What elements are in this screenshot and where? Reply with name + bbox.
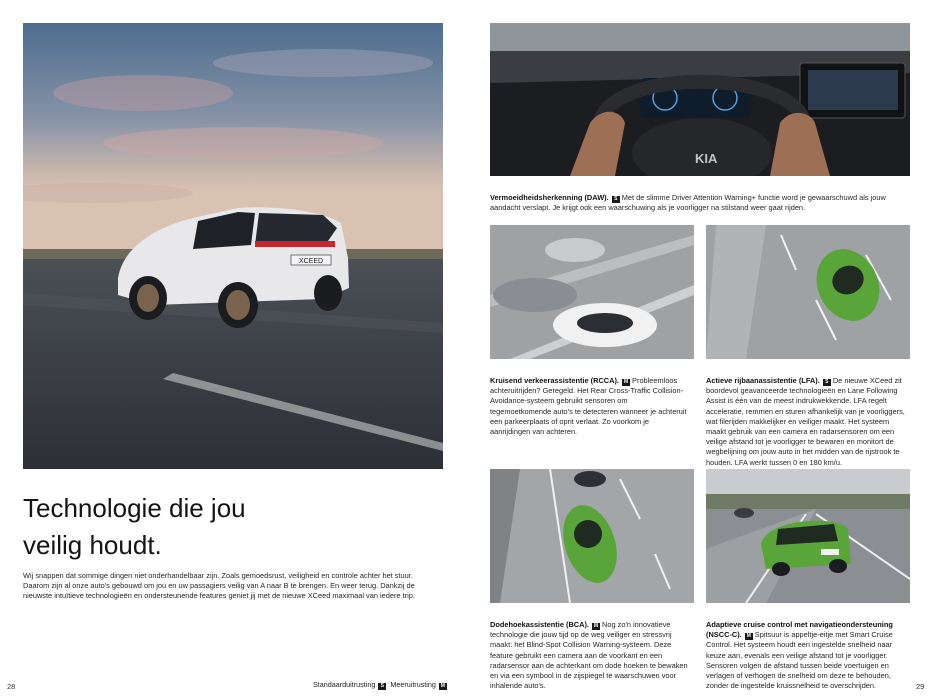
feature-bca — [490, 620, 695, 691]
feature-bca-text: Nog zo'n innovatieve technologie die jouw tijd op de weg veiliger en stressvrij maakt: het Blind-Spot Collision Warning-systeem. Deze feature gebruikt een camera aan de voorkant en een radarsensor aan de achterkant om dode hoeken te bewaken en via een symbool in de zijspiegel te waarschuwen voor inhalende auto's. — [490, 620, 688, 691]
feature-rcca — [490, 376, 687, 437]
headline-line-1: Technologie die jou — [23, 493, 246, 523]
page-number-right: 29 — [916, 682, 925, 691]
feature-rcca-title: Kruisend verkeerassistentie (RCCA). — [490, 376, 619, 385]
photo-highway-lfa — [706, 225, 910, 359]
feature-lfa — [706, 376, 911, 468]
photo-highway-bca — [490, 469, 694, 603]
legend-standard-badge: S — [378, 683, 386, 690]
feature-daw — [490, 193, 910, 213]
feature-nscc-title: Adaptieve cruise control met navigatieondersteuning (NSCC-C). — [706, 620, 893, 640]
page-headline — [23, 490, 443, 564]
feature-rcca-badge: M — [623, 379, 629, 385]
feature-daw-text: Met de slimme Driver Attention Warning+ functie word je gewaarschuwd als jouw aandacht verslapt. Je krijgt ook een waarschuwing als je voorligger na stilstand weer gaat rijden. — [490, 193, 886, 213]
svg-text:KIA: KIA — [695, 151, 718, 166]
feature-lfa-badge: S — [823, 379, 831, 386]
intro-paragraph: Wij snappen dat sommige dingen niet onderhandelbaar zijn. Zoals gemoedsrust, veiligheid en controle achter het stuur. Daarom zijn al onze auto's gebouwd om jou en uw passagiers veilig van A naar B te brengen. En weer terug. Dankzij de nieuwste intuïtieve technologieën en ondersteunende features geniet jij met de nieuwe XCeed maximaal van iedere trip. — [23, 571, 415, 601]
legend-standard-label: Standaarduitrusting — [313, 680, 376, 689]
feature-rcca-text: Probleemloos achteruitrijden? Geregeld. Het Rear Cross-Traffic Collision-Avoidance-systeem gebruikt sensoren om tegemoetkomende auto's te detecteren wanneer je achteruit een parkeerplaats of oprit verlaat. Zo voorkom je aanrijdingen van achteren. — [490, 376, 687, 437]
page-number-left: 28 — [7, 682, 16, 691]
legend-optional-label: Meeruitrusting — [390, 680, 436, 689]
hero-photo-xceed-dusk — [23, 23, 443, 469]
feature-bca-title: Dodehoekassistentie (BCA). — [490, 620, 589, 629]
license-plate: XCEED — [298, 258, 324, 265]
feature-lfa-title: Actieve rijbaanassistentie (LFA). — [706, 376, 820, 385]
equipment-legend — [313, 680, 449, 690]
feature-daw-title: Vermoeidheidsherkenning (DAW). — [490, 193, 609, 202]
headline-line-2: veilig houdt. — [23, 530, 162, 560]
feature-nscc-badge: M — [746, 633, 751, 640]
feature-lfa-text: De nieuwe XCeed zit boordevol geavanceerde technologieën en Lane Following Assist is één van de meest indrukwekkende. LFA regelt acceleratie, remmen en sturen afhankelijk van je voorliggers, wat filerijden makkelijker en veiliger maakt. Het systeem maakt gebruik van een camera en radarsensoren om een veilige afstand tot je voorligger te bewaren en monitort de wegbelijning om jouw auto in het midden van de rijstrook te houden. LFA werkt tussen 0 en 180 km/u. — [706, 376, 905, 467]
feature-bca-badge: M — [593, 623, 599, 629]
feature-nscc-text: Spitsuur is appeltje-eitje met Smart Cruise Control. Het systeem houdt een ingestelde snelheid naar keuze aan, evenals een veilige afstand tot je voorligger. Sensoren volgen de afstand tussen beide voertuigen en verlagen of verhogen de snelheid om deze te behouden, zonder de ingestelde kruissnelheid te overschrijden. — [706, 630, 893, 691]
feature-nscc — [706, 620, 911, 691]
photo-steering-wheel-cockpit — [490, 23, 910, 176]
legend-optional-badge: M — [440, 683, 445, 689]
photo-parking-rcca — [490, 225, 694, 359]
photo-highway-nscc — [706, 469, 910, 603]
feature-daw-badge: S — [612, 196, 620, 203]
